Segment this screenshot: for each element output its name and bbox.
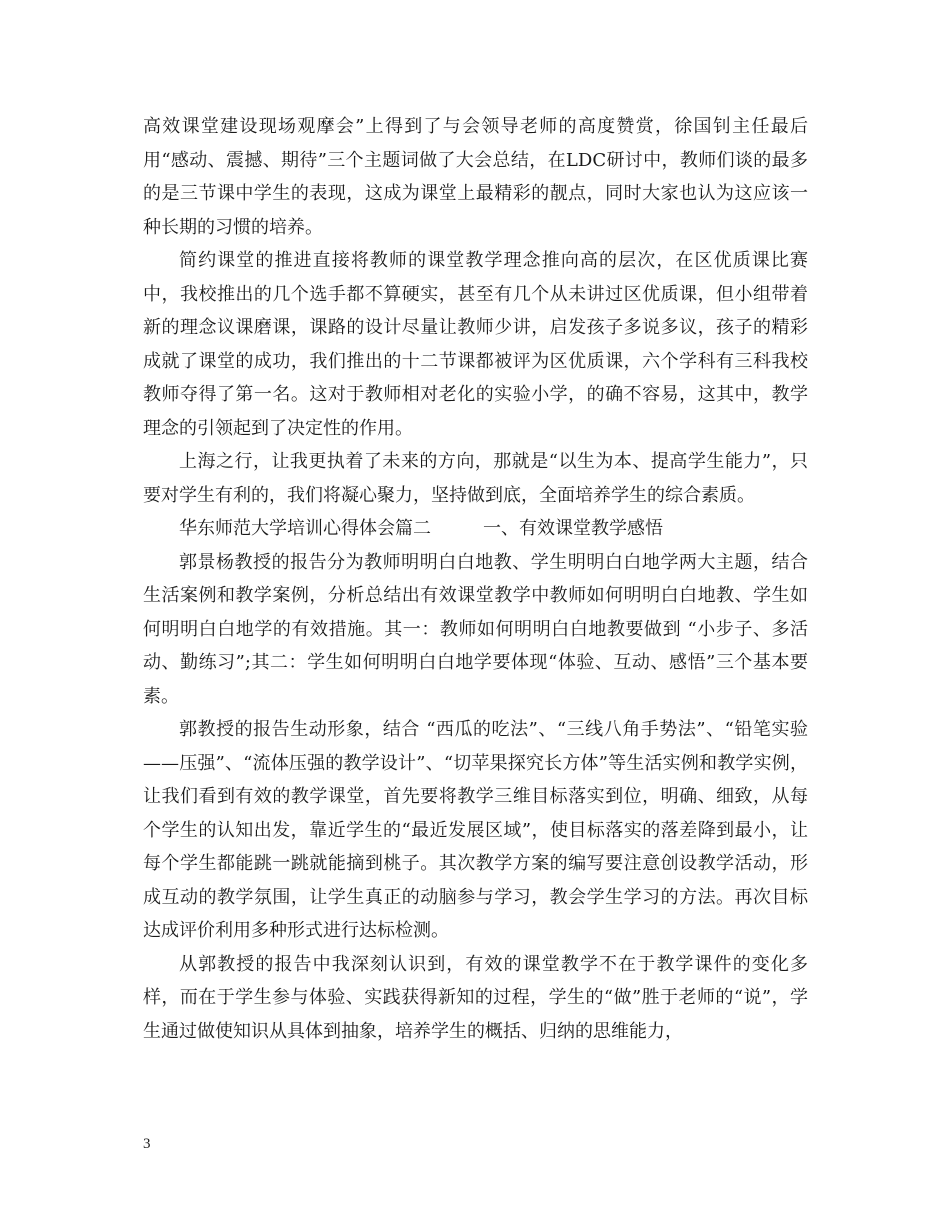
paragraph-1: 高效课堂建设现场观摩会”上得到了与会领导老师的高度赞赏，徐国钊主任最后用“感动、震撼、期待”三个主题词做了大会总结，在LDC研讨中，教师们谈的最多的是三节课中学生的表现，这成为课堂上最精彩的靓点，同时大家也认为这应该一种长期的习惯的培养。 — [143, 116, 808, 238]
document-body — [143, 110, 808, 1048]
paragraph-5: 郭景杨教授的报告分为教师明明白白地教、学生明明白白地学两大主题，结合生活案例和教学案例，分析总结出有效课堂教学中教师如何明明白白地教、学生如何明明白白地学的有效措施。其一：教师如何明明白白地教要做到 “小步子、多活动、勤练习”;其二：学生如何明明白白地学要体现“体验、互动、感悟”三个基本要素。 — [143, 551, 808, 707]
paragraph-3: 上海之行，让我更执着了未来的方向，那就是“以生为本、提高学生能力”，只要对学生有利的，我们将凝心聚力，坚持做到底，全面培养学生的综合素质。 — [143, 451, 808, 506]
section-heading-line — [143, 512, 808, 546]
section-title: 华东师范大学培训心得体会篇二 — [179, 518, 431, 539]
paragraph-7: 从郭教授的报告中我深刻认识到，有效的课堂教学不在于教学课件的变化多样，而在于学生参与体验、实践获得新知的过程，学生的“做”胜于老师的“说”，学生通过做使知识从具体到抽象，培养学生的概括、归纳的思维能力， — [143, 953, 808, 1042]
paragraph-6: 郭教授的报告生动形象，结合 “西瓜的吃法”、“三线八角手势法”、“铅笔实验——压强”、“流体压强的教学设计”、“切苹果探究长方体”等生活实例和教学实例，让我们看到有效的教学课堂，首先要将教学三维目标落实到位，明确、细致，从每个学生的认知出发，靠近学生的“最近发展区域”，使目标落实的落差降到最小，让每个学生都能跳一跳就能摘到桃子。其次教学方案的编写要注意创设教学活动，形成互动的教学氛围，让学生真正的动脑参与学习，教会学生学习的方法。再次目标达成评价利用多种形式进行达标检测。 — [143, 719, 808, 941]
section-subtitle: 一、有效课堂教学感悟 — [483, 518, 663, 539]
paragraph-2: 简约课堂的推进直接将教师的课堂教学理念推向高的层次，在区优质课比赛中，我校推出的几个选手都不算硬实，甚至有几个从未讲过区优质课，但小组带着新的理念议课磨课，课路的设计尽量让教师少讲，启发孩子多说多议，孩子的精彩成就了课堂的成功，我们推出的十二节课都被评为区优质课，六个学科有三科我校教师夺得了第一名。这对于教师相对老化的实验小学，的确不容易，这其中，教学理念的引领起到了决定性的作用。 — [143, 250, 808, 439]
page-number: 3 — [143, 1136, 151, 1152]
